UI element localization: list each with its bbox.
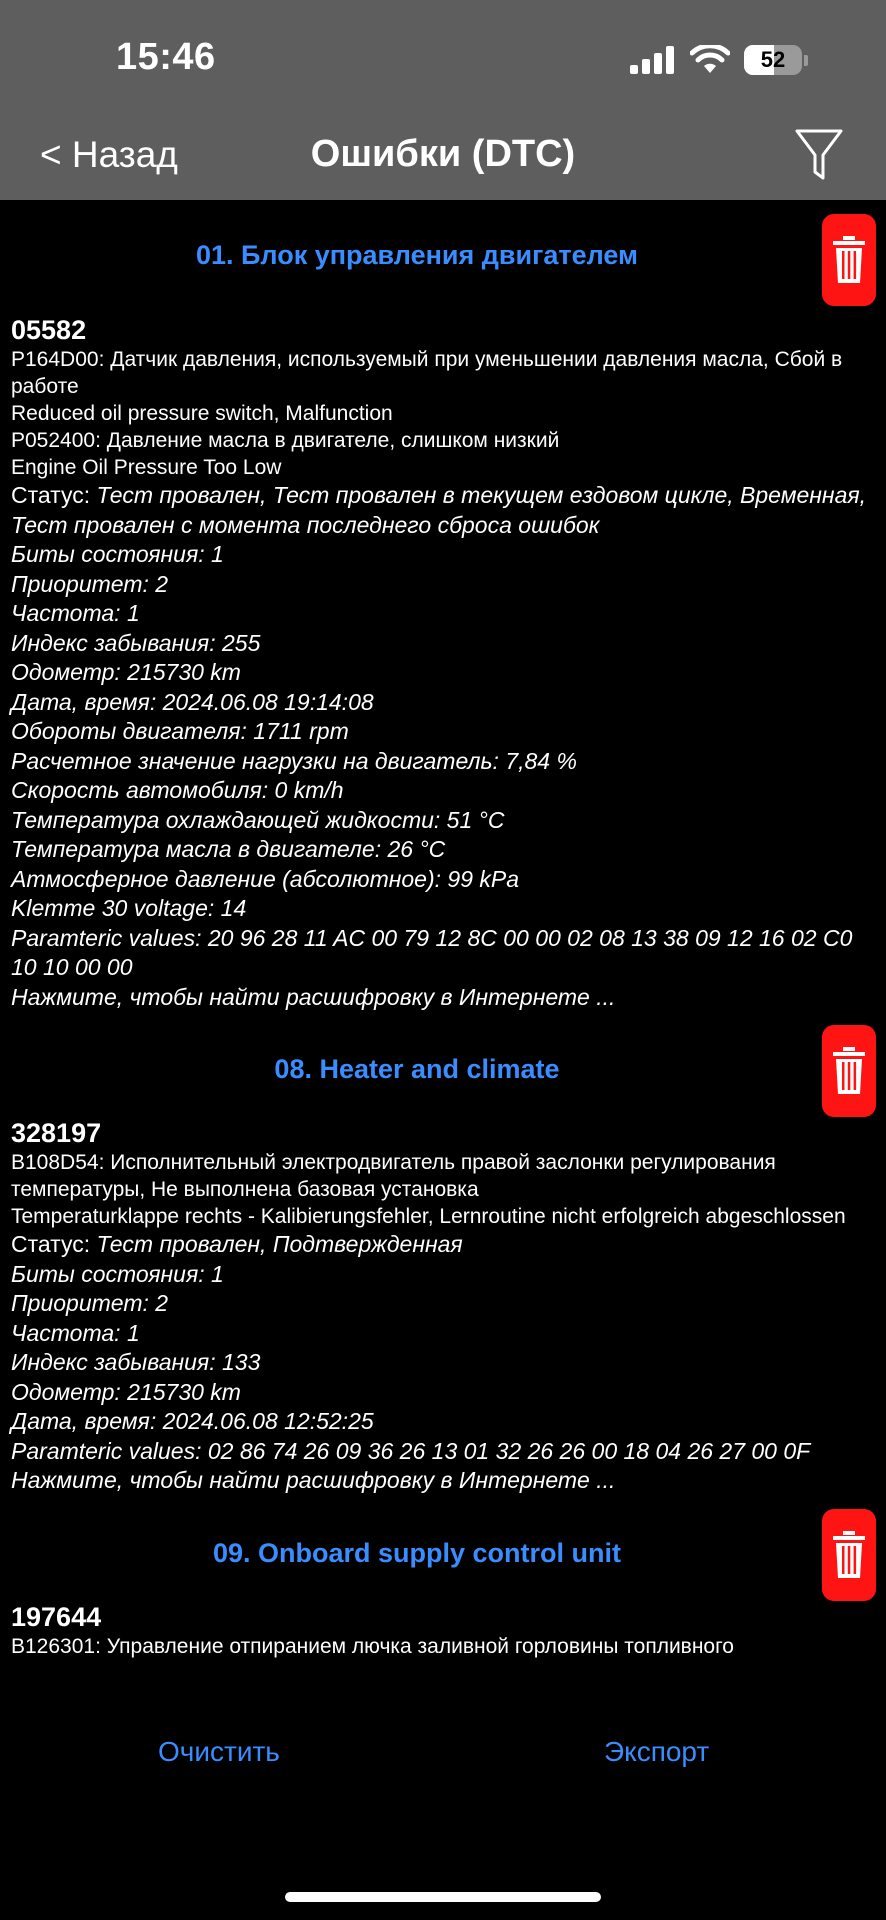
dtc-description [11, 1149, 875, 1230]
desc-line: B126301: Управление отпиранием лючка заливной горловины топливного [11, 1634, 734, 1658]
dtc-code: 05582 [11, 315, 87, 345]
export-button[interactable]: Экспорт [604, 1736, 710, 1767]
detail-line: Klemme 30 voltage: 14 [11, 895, 247, 921]
trash-icon [832, 1047, 866, 1095]
section-title: 01. Блок управления двигателем [195, 240, 639, 270]
dtc-code: 197644 [11, 1601, 102, 1632]
detail-line: Биты состояния: 1 [11, 1260, 224, 1287]
desc-line: B108D54: Исполнительный электродвигатель правой заслонки регулирования температуры, Не выполнена базовая установка [11, 1151, 776, 1201]
dtc-code: 328197 [11, 1118, 102, 1148]
clear-button[interactable]: Очистить [158, 1736, 280, 1767]
dtc-description [11, 346, 875, 481]
search-online-link[interactable]: Нажмите, чтобы найти расшифровку в Интернете ... [11, 983, 616, 1010]
desc-line: Reduced oil pressure switch, Malfunction [11, 402, 393, 425]
delete-button[interactable] [822, 1509, 876, 1601]
dtc-details [11, 1230, 875, 1496]
battery-level-text: 52 [760, 47, 786, 72]
trash-icon [832, 1531, 866, 1579]
status-value: Тест провален, Тест провален в текущем ездовом цикле, Временная, Тест провален с момента последнего сброса ошибок [11, 482, 867, 538]
battery-icon [744, 45, 802, 75]
delete-button[interactable] [822, 1025, 876, 1117]
delete-button[interactable] [822, 214, 876, 306]
dtc-details [11, 481, 875, 1012]
detail-line: Частота: 1 [11, 600, 140, 626]
detail-line: Приоритет: 2 [11, 570, 169, 597]
page-title: Ошибки (DTC) [310, 133, 576, 175]
section-title: 09. Onboard supply control unit [212, 1537, 622, 1568]
detail-line: Биты состояния: 1 [11, 541, 224, 567]
detail-line: Расчетное значение нагрузки на двигатель: 7,84 % [11, 747, 577, 774]
status-time: 15:46 [116, 36, 216, 78]
dtc-section [0, 1496, 886, 1660]
battery-cap [804, 55, 808, 66]
detail-line: Дата, время: 2024.06.08 12:52:25 [11, 1408, 374, 1434]
detail-line: Дата, время: 2024.06.08 19:14:08 [11, 688, 374, 715]
nav-header [0, 0, 886, 200]
detail-line: Одометр: 215730 km [11, 1378, 241, 1405]
detail-line: Приоритет: 2 [11, 1290, 169, 1316]
desc-line: P052400: Давление масла в двигателе, слишком низкий [11, 429, 560, 452]
detail-line: Индекс забывания: 133 [11, 1349, 261, 1375]
detail-line: Частота: 1 [11, 1319, 140, 1346]
detail-line: Атмосферное давление (абсолютное): 99 kPa [11, 865, 520, 892]
detail-line: Температура охлаждающей жидкости: 51 °C [11, 806, 505, 833]
dtc-description [11, 1633, 875, 1660]
dtc-section [0, 1012, 886, 1496]
status-label: Статус: [11, 482, 97, 508]
trash-icon [832, 236, 866, 284]
detail-line: Индекс забывания: 255 [11, 629, 261, 656]
status-value: Тест провален, Подтвержденная [96, 1231, 463, 1257]
signal-icon [630, 46, 676, 74]
detail-line: Скорость автомобиля: 0 km/h [11, 777, 344, 803]
status-line [11, 481, 875, 540]
status-label: Статус: [11, 1231, 97, 1257]
status-icons [630, 44, 808, 76]
detail-line: Одометр: 215730 km [11, 659, 241, 685]
detail-line: Paramteric values: 02 86 74 26 09 36 26 13 01 32 26 26 00 18 04 26 27 00 0F [11, 1437, 811, 1464]
desc-line: P164D00: Датчик давления, используемый при уменьшении давления масла, Сбой в работе [11, 348, 843, 398]
filter-icon[interactable] [794, 128, 844, 182]
detail-line: Paramteric values: 20 96 28 11 AC 00 79 12 8C 00 00 02 08 13 38 09 12 16 02 C0 10 10 00 00 [11, 924, 853, 980]
search-online-link[interactable]: Нажмите, чтобы найти расшифровку в Интернете ... [11, 1467, 616, 1493]
status-line [11, 1230, 875, 1260]
home-indicator[interactable] [285, 1892, 601, 1902]
desc-line: Temperaturklappe rechts - Kalibierungsfehler, Lernroutine nicht erfolgreich abgeschlossen [11, 1205, 846, 1228]
detail-line: Обороты двигателя: 1711 rpm [11, 718, 349, 744]
back-button[interactable]: < Назад [40, 134, 178, 175]
section-title: 08. Heater and climate [274, 1054, 560, 1084]
dtc-list[interactable] [0, 200, 886, 1690]
desc-line: Engine Oil Pressure Too Low [11, 456, 282, 479]
dtc-section [0, 200, 886, 1012]
wifi-icon [690, 45, 730, 75]
detail-line: Температура масла в двигателе: 26 °C [11, 836, 446, 862]
